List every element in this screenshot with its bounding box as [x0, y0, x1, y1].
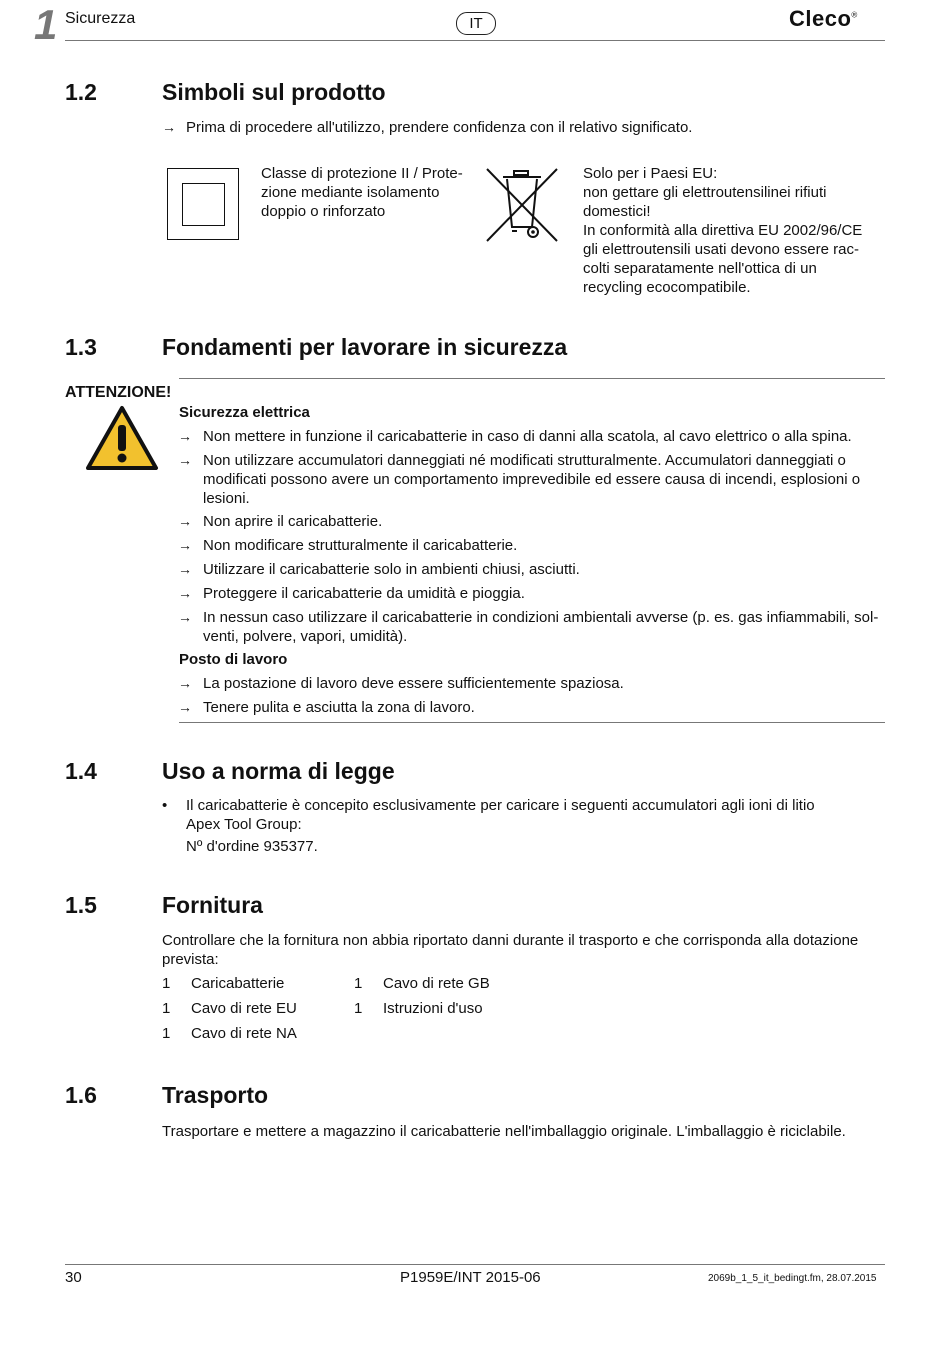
arrow-icon: → — [178, 585, 192, 601]
section-title-1-5: Fornitura — [162, 892, 263, 918]
crossed-out-bin-icon — [485, 167, 561, 243]
section-number-1-6: 1.6 — [65, 1082, 97, 1108]
bullet-icon: • — [162, 797, 168, 814]
file-reference: 2069b_1_5_it_bedingt.fm, 28.07.2015 — [708, 1273, 877, 1284]
language-badge-text: IT — [469, 15, 483, 32]
supply-intro — [162, 931, 858, 969]
arrow-icon: → — [178, 561, 192, 577]
arrow-icon: → — [162, 119, 176, 135]
chapter-title: Sicurezza — [65, 10, 136, 27]
electrical-item — [203, 560, 893, 579]
arrow-icon: → — [178, 609, 192, 625]
supply-qty: 1 — [162, 1025, 171, 1042]
page-number: 30 — [65, 1269, 82, 1286]
text-line: Non mettere in funzione il caricabatterie in caso di danni alla scatola, al cavo elettrico o alla spina. — [203, 428, 852, 445]
text-line: doppio o rinforzato — [261, 203, 386, 220]
text-line: Classe di protezione II / Prote- — [261, 165, 463, 182]
electrical-item — [203, 584, 893, 603]
text-line: modificati possono avere un comportamento imprevedibile ed essere causa di incendi, esplosioni o — [203, 471, 861, 488]
electrical-item — [203, 536, 893, 555]
language-badge — [456, 12, 496, 35]
transport-text: Trasportare e mettere a magazzino il caricabatterie nell'imballaggio originale. L'imballaggio è riciclabile. — [162, 1123, 846, 1140]
supply-item: Caricabatterie — [191, 975, 285, 992]
symbols-intro: Prima di procedere all'utilizzo, prendere confidenza con il relativo significato. — [186, 119, 693, 136]
electrical-item — [203, 451, 893, 508]
text-line: colti separatamente nell'ottica di un — [583, 260, 817, 277]
brand-mark: ® — [851, 10, 858, 20]
document-id: P1959E/INT 2015-06 — [400, 1269, 541, 1286]
arrow-icon: → — [178, 452, 192, 468]
class-ii-text — [261, 164, 463, 221]
weee-text — [583, 164, 862, 297]
section-title-1-4: Uso a norma di legge — [162, 758, 395, 784]
text-line: In nessun caso utilizzare il caricabatterie in condizioni ambientali avverse (p. es. gas infiammabili, sol- — [203, 609, 879, 626]
section-number-1-2: 1.2 — [65, 79, 97, 105]
electrical-safety-title: Sicurezza elettrica — [179, 404, 310, 421]
section-title-1-2: Simboli sul prodotto — [162, 79, 386, 105]
warning-label: ATTENZIONE! — [65, 384, 172, 401]
text-line: domestici! — [583, 203, 651, 220]
section-title-1-3: Fondamenti per lavorare in sicurezza — [162, 334, 568, 360]
class-ii-icon — [167, 168, 239, 240]
text-line: zione mediante isolamento — [261, 184, 440, 201]
text-line: Solo per i Paesi EU: — [583, 165, 718, 182]
text-line: Il caricabatterie è concepito esclusivamente per caricare i seguenti accumulatori agli ioni di litio — [186, 797, 815, 814]
chapter-number: 1 — [34, 1, 58, 48]
warning-bottom-rule — [179, 722, 885, 723]
footer-rule — [65, 1264, 885, 1265]
text-line: Apex Tool Group: — [186, 816, 302, 833]
text-line: lesioni. — [203, 490, 250, 507]
text-line: Proteggere il caricabatterie da umidità e pioggia. — [203, 585, 525, 602]
supply-qty: 1 — [354, 975, 363, 992]
arrow-icon: → — [178, 699, 192, 715]
section-number-1-3: 1.3 — [65, 334, 97, 360]
text-line: Tenere pulita e asciutta la zona di lavoro. — [203, 699, 475, 716]
electrical-item — [203, 427, 893, 446]
text-line: Non modificare strutturalmente il caricabatterie. — [203, 537, 518, 554]
text-line: non gettare gli elettroutensilinei rifiuti — [583, 184, 827, 201]
arrow-icon: → — [178, 537, 192, 553]
warning-triangle-icon — [85, 405, 159, 471]
supply-qty: 1 — [354, 1000, 363, 1017]
arrow-icon: → — [178, 428, 192, 444]
electrical-item — [203, 608, 893, 646]
supply-qty: 1 — [162, 1000, 171, 1017]
text-line: prevista: — [162, 951, 219, 968]
arrow-icon: → — [178, 675, 192, 691]
arrow-icon: → — [178, 513, 192, 529]
section-number-1-4: 1.4 — [65, 758, 97, 784]
supply-item: Cavo di rete GB — [383, 975, 490, 992]
intended-use-text — [186, 796, 815, 856]
brand-logo — [789, 6, 858, 32]
section-number-1-5: 1.5 — [65, 892, 97, 918]
order-number: Nº d'ordine 935377. — [186, 838, 318, 855]
workplace-item — [203, 674, 893, 693]
text-line: recycling ecocompatibile. — [583, 279, 751, 296]
text-line: Controllare che la fornitura non abbia riportato danni durante il trasporto e che corrisponda alla dotazione — [162, 932, 859, 949]
supply-item: Istruzioni d'uso — [383, 1000, 483, 1017]
supply-item: Cavo di rete EU — [191, 1000, 297, 1017]
electrical-item — [203, 512, 893, 531]
text-line: gli elettroutensili usati devono essere rac- — [583, 241, 859, 258]
brand-name: Cleco — [789, 6, 852, 31]
section-title-1-6: Trasporto — [162, 1082, 269, 1108]
supply-qty: 1 — [162, 975, 171, 992]
text-line: Non aprire il caricabatterie. — [203, 513, 383, 530]
text-line: La postazione di lavoro deve essere sufficientemente spaziosa. — [203, 675, 624, 692]
text-line: Utilizzare il caricabatterie solo in ambienti chiusi, asciutti. — [203, 561, 580, 578]
text-line: Non utilizzare accumulatori danneggiati né modificati strutturalmente. Accumulatori danneggiati o — [203, 452, 846, 469]
text-line: venti, polvere, vapori, umidità). — [203, 628, 408, 645]
workplace-item — [203, 698, 893, 717]
supply-item: Cavo di rete NA — [191, 1025, 297, 1042]
header-rule — [65, 40, 885, 41]
workplace-title: Posto di lavoro — [179, 651, 288, 668]
text-line: In conformità alla direttiva EU 2002/96/CE — [583, 222, 863, 239]
warning-top-rule — [179, 378, 885, 379]
